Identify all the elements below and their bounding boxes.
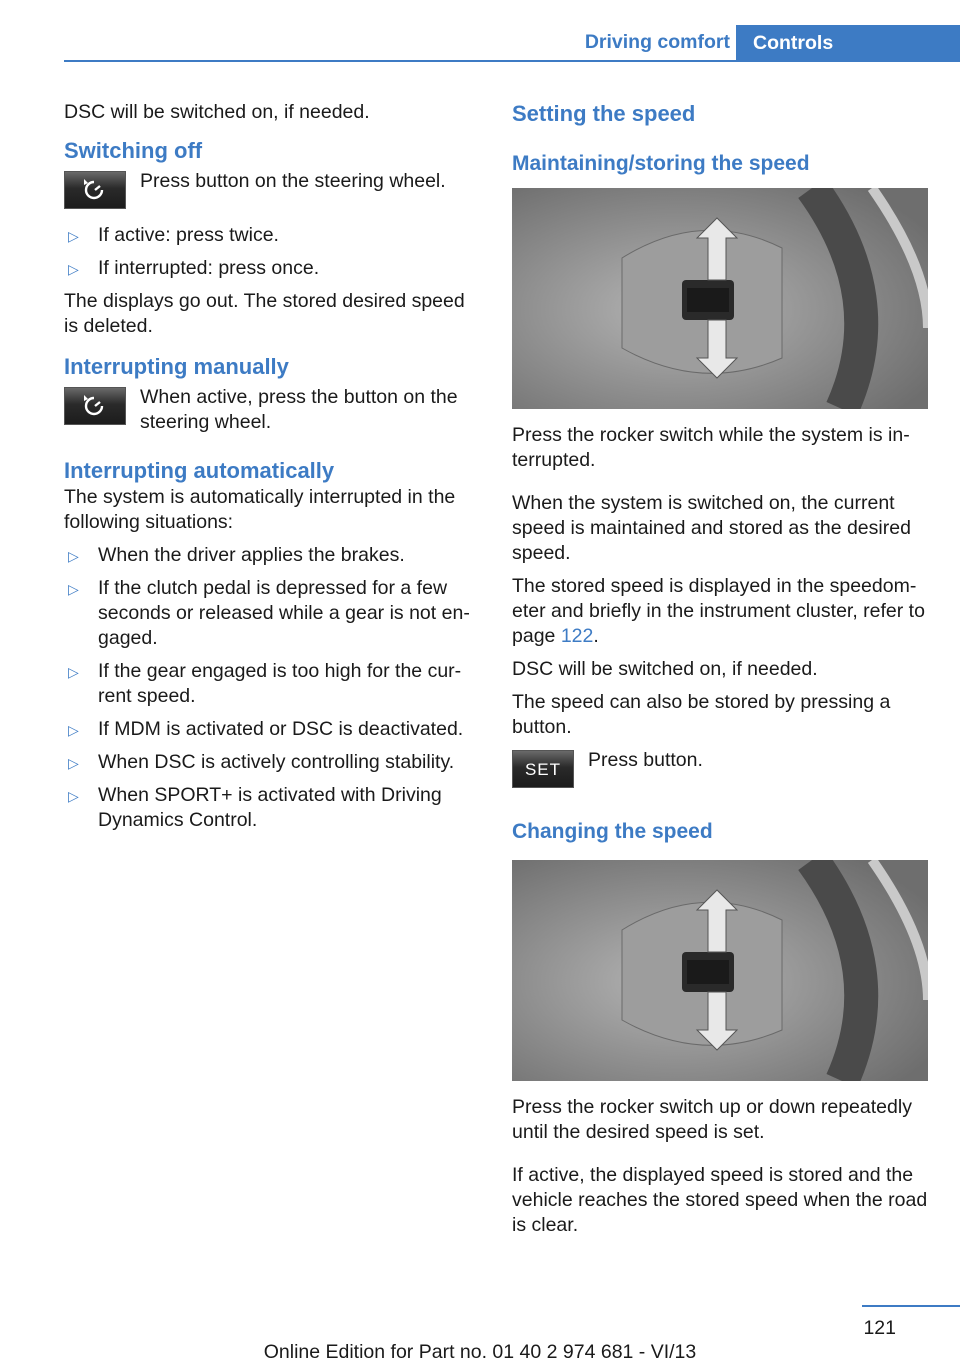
interrupting-manually-text: When active, press the button on the steering wheel. (140, 386, 458, 433)
bullet-triangle-icon: ▷ (68, 228, 79, 244)
bullet-triangle-icon: ▷ (68, 548, 79, 564)
heading-interrupting-manually: Interrupting manually (64, 354, 289, 379)
heading-setting-speed: Setting the speed (512, 101, 696, 126)
heading-interrupting-automatically: Interrupting automatically (64, 458, 335, 483)
chapter-tab: Controls (736, 25, 960, 61)
interrupting-manually-instruction (64, 385, 478, 435)
set-button-text: Press button. (588, 749, 703, 771)
page-header (0, 0, 960, 62)
list-item: ▷ If the clutch pedal is depressed for a few seconds or released while a gear is not engaged. (68, 577, 470, 649)
footer-rule (862, 1305, 960, 1307)
maintaining-p2: When the system is switched on, the current speed is maintained and stored as the desired speed. (512, 492, 911, 564)
interrupting-automatically-intro: The system is automatically interrupted in the following situations: (64, 486, 456, 533)
list-item: ▷ When SPORT+ is activated with Driving Dynamics Control. (68, 784, 442, 831)
intro-text: DSC will be switched on, if needed. (64, 101, 370, 123)
header-rule (64, 60, 960, 62)
cruise-control-button-icon (64, 387, 126, 425)
bullet-triangle-icon: ▷ (68, 755, 79, 771)
left-column (64, 100, 478, 841)
page-number: 121 (863, 1317, 896, 1339)
bullet-triangle-icon: ▷ (68, 664, 79, 680)
list-item: ▷ When DSC is actively controlling stability. (64, 750, 478, 775)
bullet-triangle-icon: ▷ (68, 788, 79, 804)
interrupting-automatically-list (64, 543, 478, 833)
maintaining-p1: Press the rocker switch while the system is interrupted. (512, 424, 910, 471)
heading-maintaining-speed: Maintaining/storing the speed (512, 152, 810, 175)
list-item: ▷ If active: press twice. (64, 223, 478, 248)
list-item: ▷ If the gear engaged is too high for the current speed. (68, 660, 462, 707)
maintaining-p5: The speed can also be stored by pressing a button. (512, 691, 891, 738)
switching-off-instruction (64, 169, 478, 209)
switching-off-list (64, 223, 478, 281)
bullet-triangle-icon: ▷ (68, 722, 79, 738)
rocker-switch-photo (512, 860, 928, 1081)
list-item: ▷ When the driver applies the brakes. (64, 543, 478, 568)
changing-p1: Press the rocker switch up or down repeatedly until the desired speed is set. (512, 1096, 912, 1143)
bullet-triangle-icon: ▷ (68, 261, 79, 277)
list-item: ▷ If MDM is activated or DSC is deactivated. (64, 717, 478, 742)
bullet-triangle-icon: ▷ (68, 581, 79, 597)
switching-off-after: The displays go out. The stored desired speed is deleted. (64, 290, 465, 337)
switching-off-text: Press button on the steering wheel. (140, 170, 446, 192)
heading-changing-speed: Changing the speed (512, 820, 713, 843)
maintaining-p4: DSC will be switched on, if needed. (512, 658, 818, 680)
page-reference-link[interactable]: 122 (560, 625, 594, 647)
heading-switching-off: Switching off (64, 138, 203, 163)
cruise-control-button-icon (64, 171, 126, 209)
set-button-instruction (512, 748, 928, 788)
section-title: Driving comfort (584, 31, 730, 53)
right-column (512, 100, 928, 1246)
maintaining-p3: The stored speed is displayed in the speedometer and briefly in the instrument cluster, refer to page 122. (512, 575, 925, 647)
list-item: ▷ If interrupted: press once. (64, 256, 478, 281)
rocker-switch-photo (512, 188, 928, 409)
set-button-icon: SET (512, 750, 574, 788)
changing-p2: If active, the displayed speed is stored and the vehicle reaches the stored speed when the road is clear. (512, 1164, 928, 1236)
edition-note: Online Edition for Part no. 01 40 2 974 681 - VI/13 (263, 1341, 697, 1363)
